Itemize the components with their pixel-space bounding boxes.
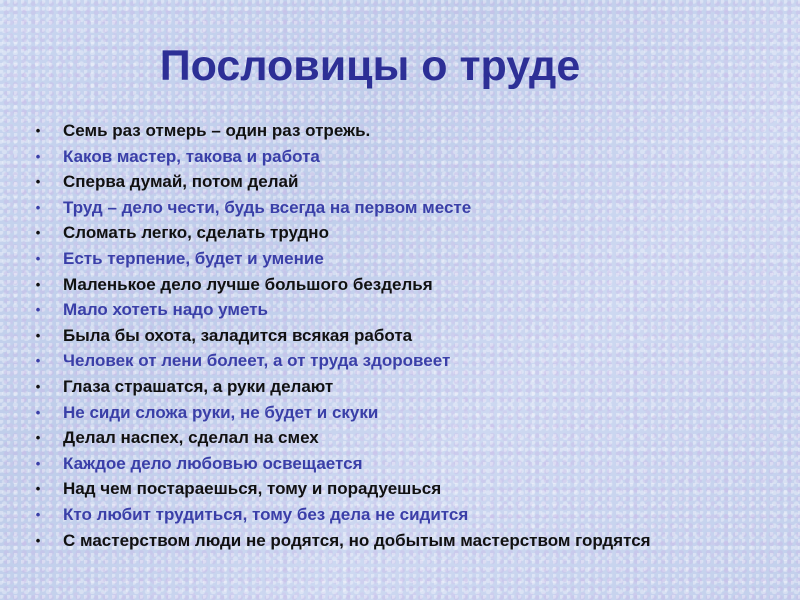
proverb-text: Есть терпение, будет и умение bbox=[63, 248, 324, 268]
bullet-icon: • bbox=[35, 123, 41, 138]
proverb-text: Каков мастер, такова и работа bbox=[63, 146, 320, 166]
bullet-icon: • bbox=[35, 148, 41, 164]
proverb-item bbox=[32, 195, 800, 221]
proverb-item bbox=[32, 220, 800, 246]
proverb-item bbox=[32, 451, 800, 477]
proverb-item bbox=[32, 323, 800, 349]
bullet-icon: • bbox=[35, 481, 41, 497]
bullet-icon: • bbox=[35, 455, 41, 471]
proverb-item bbox=[32, 400, 800, 426]
proverb-item bbox=[32, 476, 800, 502]
proverb-item bbox=[32, 246, 800, 272]
bullet-icon: • bbox=[35, 430, 41, 446]
bullet-icon: • bbox=[35, 353, 41, 369]
bullet-icon: • bbox=[35, 250, 41, 266]
proverb-text: Человек от лени болеет, а от труда здоровеет bbox=[63, 351, 451, 371]
proverb-item bbox=[32, 374, 800, 400]
bullet-icon: • bbox=[35, 506, 41, 522]
bullet-icon: • bbox=[35, 378, 41, 394]
proverb-text: Сперва думай, потом делай bbox=[63, 172, 299, 192]
proverb-item bbox=[32, 118, 800, 144]
proverb-item bbox=[32, 425, 800, 451]
bullet-icon: • bbox=[35, 174, 41, 190]
bullet-icon: • bbox=[35, 327, 41, 343]
proverb-text: Была бы охота, заладится всякая работа bbox=[63, 325, 413, 345]
proverb-item bbox=[32, 348, 800, 374]
proverb-text: Труд – дело чести, будь всегда на первом месте bbox=[63, 197, 472, 217]
proverb-item bbox=[32, 169, 800, 195]
proverb-text: Каждое дело любовью освещается bbox=[63, 453, 363, 473]
proverb-text: Не сиди сложа руки, не будет и скуки bbox=[63, 402, 379, 422]
proverb-text: С мастерством люди не родятся, но добытым мастерством гордятся bbox=[63, 530, 651, 550]
proverb-item bbox=[32, 144, 800, 170]
bullet-icon: • bbox=[35, 532, 41, 548]
proverb-text: Мало хотеть надо уметь bbox=[63, 300, 268, 320]
proverb-item bbox=[32, 528, 800, 554]
bullet-icon: • bbox=[35, 276, 41, 292]
slide-title: Пословицы о труде bbox=[159, 42, 581, 90]
proverb-text: Семь раз отмерь – один раз отрежь. bbox=[63, 121, 371, 140]
proverb-text: Сломать легко, сделать трудно bbox=[63, 223, 329, 243]
bullet-icon: • bbox=[35, 404, 41, 420]
proverb-item bbox=[32, 502, 800, 528]
bullet-icon: • bbox=[35, 302, 41, 318]
proverb-text: Маленькое дело лучше большого безделья bbox=[63, 274, 433, 294]
proverb-list bbox=[32, 118, 800, 553]
proverb-item bbox=[32, 272, 800, 298]
bullet-icon: • bbox=[35, 225, 41, 241]
proverb-text: Кто любит трудиться, тому без дела не сидится bbox=[63, 504, 469, 524]
proverb-text: Над чем постараешься, тому и порадуешься bbox=[63, 479, 442, 499]
proverb-text: Глаза страшатся, а руки делают bbox=[63, 376, 334, 396]
proverb-item bbox=[32, 297, 800, 323]
bullet-icon: • bbox=[35, 199, 41, 215]
proverb-text: Делал наспех, сделал на смех bbox=[63, 428, 319, 448]
